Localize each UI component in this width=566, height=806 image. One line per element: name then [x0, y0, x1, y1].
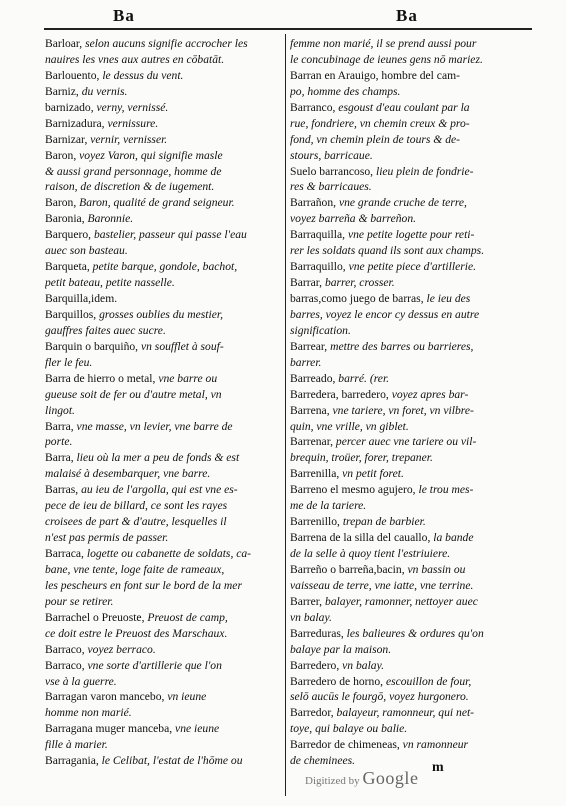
entry-definition: me de la tariere. [290, 499, 367, 513]
entry-headword: barras,como juego de barras, [290, 292, 427, 305]
text-line [45, 211, 281, 227]
text-line [45, 753, 281, 769]
entry-definition: gauffres faites auec sucre. [45, 323, 166, 337]
text-line [45, 116, 281, 132]
text-line [45, 737, 281, 753]
text-line [45, 259, 281, 275]
left-column [45, 36, 281, 769]
entry-headword: Barraca, [45, 547, 87, 560]
entry-definition: toye, qui balaye ou balie. [290, 722, 408, 736]
entry-definition: stours, barricaue. [290, 148, 373, 162]
entry-headword: Barraquilla, [290, 228, 348, 242]
entry-definition: vse à la guerre. [45, 674, 117, 688]
column-divider [285, 34, 286, 796]
text-line [45, 610, 281, 626]
entry-definition: balaye par la maison. [290, 642, 392, 656]
entry-definition: rer les soldats quand ils sont aux champs. [290, 244, 485, 258]
text-line [290, 498, 526, 514]
header-right: Ba [396, 6, 418, 25]
text-line [290, 84, 526, 100]
entry-headword: Barnizar, [45, 132, 91, 146]
entry-definition: homme non marié. [45, 706, 132, 720]
entry-definition: vernir, vernisser. [90, 132, 168, 146]
entry-definition: vn ramonneur [402, 738, 469, 752]
entry-headword: Barrear, [290, 339, 331, 353]
entry-headword: Barqueta, [45, 260, 93, 274]
text-line [290, 371, 526, 387]
entry-headword: Barredero, [290, 658, 343, 672]
entry-definition: vne ieune [175, 722, 220, 736]
text-line [290, 52, 526, 68]
text-line [290, 530, 526, 546]
text-line [290, 164, 526, 180]
entry-definition: vne petite piece d'artillerie. [348, 260, 476, 274]
text-line [45, 195, 281, 211]
entry-headword: Barragania, [45, 754, 102, 768]
entry-headword: Barrenilla, [290, 467, 343, 481]
text-line [45, 371, 281, 387]
entry-definition: Baron, qualité de grand seigneur. [79, 196, 235, 210]
text-line [45, 674, 281, 690]
entry-definition: malaisé à desembarquer, vne barre. [45, 467, 211, 481]
entry-headword: Barlouento, [45, 68, 103, 82]
text-line [290, 132, 526, 148]
entry-definition: barres, voyez le encor cy dessus en autre [290, 307, 480, 321]
text-line [290, 721, 526, 737]
entry-definition: la bande [433, 531, 474, 545]
entry-headword: Barrañon, [290, 196, 339, 210]
entry-headword: Barrenillo, [290, 515, 343, 529]
entry-headword: Barrachel o Preuoste, [45, 610, 148, 624]
text-line [45, 84, 281, 100]
text-line [290, 610, 526, 626]
entry-definition: voyez Varon, qui signifie masle [79, 148, 223, 162]
entry-headword: Barrenar, [290, 435, 336, 449]
text-line [45, 323, 281, 339]
text-line [45, 307, 281, 323]
entry-definition: petit bateau, petite nasselle. [45, 276, 175, 290]
text-line [45, 466, 281, 482]
entry-definition: lingot. [45, 403, 75, 417]
entry-definition: mettre des barres ou barrieres, [330, 339, 474, 353]
page-header [0, 2, 566, 24]
entry-definition: vne grande cruche de terre, [338, 196, 467, 210]
entry-definition: escouillon de four, [385, 674, 472, 688]
text-line [290, 514, 526, 530]
entry-definition: vne petite logette pour reti- [347, 228, 475, 242]
entry-definition: le dessus du vent. [102, 68, 184, 82]
entry-definition: lieu où la mer a peu de fonds & est [76, 451, 240, 465]
entry-definition: quin, vne vrille, vn giblet. [290, 419, 409, 433]
text-line [45, 387, 281, 403]
entry-definition: au ieu de l'argolla, qui est vne es- [81, 483, 238, 497]
entry-definition: lieu plein de fondrie- [375, 164, 474, 178]
text-line [290, 674, 526, 690]
entry-definition: res & barricaues. [290, 180, 372, 194]
text-line [290, 275, 526, 291]
text-line [290, 227, 526, 243]
text-line [290, 594, 526, 610]
entry-definition: vernissure. [107, 116, 159, 130]
entry-definition: barrer, crosser. [324, 276, 395, 290]
entry-definition: vn balay. [290, 610, 332, 624]
entry-headword: Barra de hierro o metal, [45, 371, 159, 385]
entry-definition: barrer. [290, 355, 322, 369]
text-line [45, 658, 281, 674]
entry-definition: balayeur, ramonneur, qui net- [336, 706, 475, 720]
entry-definition: trepan de barbier. [342, 515, 426, 529]
entry-definition: les pescheurs en font sur le bord de la mer [45, 578, 242, 592]
text-line [290, 466, 526, 482]
entry-headword: Baron, [45, 196, 80, 210]
text-line [45, 482, 281, 498]
text-line [290, 434, 526, 450]
entry-definition: po, homme des champs. [290, 84, 401, 98]
entry-headword: Barreño o barreña,bacin, [290, 562, 408, 576]
text-line [45, 498, 281, 514]
entry-headword: Barquin o barquiño, [45, 339, 141, 353]
entry-definition: brequin, troüer, forer, trepaner. [290, 451, 433, 465]
text-line [45, 36, 281, 52]
entry-definition: voyez apres bar- [391, 387, 469, 401]
entry-headword: Baron, [45, 148, 80, 162]
text-line [45, 689, 281, 705]
entry-headword: Barran en Arauigo, hombre del cam- [290, 68, 460, 82]
header-left: Ba [113, 6, 135, 25]
text-line [290, 355, 526, 371]
text-line [290, 387, 526, 403]
text-line [45, 594, 281, 610]
entry-headword: Barrena, [290, 403, 333, 417]
entry-headword: Barraquillo, [290, 260, 349, 274]
text-line [290, 291, 526, 307]
entry-headword: Barra, [45, 451, 77, 465]
text-line [45, 530, 281, 546]
header-rule [44, 28, 532, 30]
entry-definition: vn soufflet à souf- [140, 339, 224, 353]
entry-headword: Barquilla,idem. [45, 292, 118, 305]
entry-definition: logette ou cabanette de soldats, ca- [86, 547, 252, 560]
text-line [290, 195, 526, 211]
entry-definition: le trou mes- [418, 483, 474, 497]
text-line [290, 562, 526, 578]
entry-definition: pour se retirer. [45, 594, 114, 608]
text-line [290, 259, 526, 275]
text-line [290, 116, 526, 132]
entry-headword: Barredera, barredero, [290, 387, 392, 401]
entry-headword: Barquillos, [45, 307, 100, 321]
entry-definition: petite barque, gondole, bachot, [92, 260, 238, 274]
entry-definition: signification. [290, 323, 351, 337]
entry-definition: bane, vne tente, loge faite de rameaux, [45, 562, 225, 576]
entry-definition: vn ieune [167, 690, 207, 704]
entry-definition: fille à marier. [45, 738, 108, 752]
entry-definition: esgoust d'eau coulant par la [338, 100, 470, 114]
entry-headword: Barredero de horno, [290, 674, 386, 688]
text-line [45, 642, 281, 658]
entry-definition: & aussi grand personnage, homme de [45, 164, 222, 178]
entry-headword: Barrar, [290, 276, 325, 290]
entry-headword: barnizado, [45, 100, 97, 114]
text-line [290, 689, 526, 705]
entry-definition: du vernis. [81, 84, 128, 98]
entry-headword: Barrena de la silla del cauallo, [290, 531, 434, 545]
entry-headword: Barloar, [45, 37, 86, 50]
text-line [45, 419, 281, 435]
entry-headword: Barranco, [290, 100, 339, 114]
entry-definition: bastelier, passeur qui passe l'eau [93, 228, 247, 242]
text-line [45, 291, 281, 307]
entry-headword: Barniz, [45, 84, 82, 98]
entry-headword: Barraco, [45, 658, 88, 672]
entry-definition: barré. (rer. [338, 371, 390, 385]
entry-definition: le concubinage de ieunes gens nō mariez. [290, 52, 483, 66]
text-line [45, 450, 281, 466]
text-line [45, 578, 281, 594]
text-line [290, 482, 526, 498]
text-line [45, 721, 281, 737]
text-line [290, 419, 526, 435]
text-line [45, 52, 281, 68]
entry-definition: fond, vn chemin plein de tours & de- [290, 132, 461, 146]
entry-definition: raison, de discretion & de iugement. [45, 180, 215, 194]
text-line [290, 211, 526, 227]
entry-headword: Barragana muger manceba, [45, 722, 176, 736]
right-column [290, 36, 526, 769]
entry-headword: Barreno el mesmo agujero, [290, 483, 419, 497]
entry-definition: selō aucūs le fourgō, voyez hurgonero. [290, 690, 469, 704]
entry-definition: vn petit foret. [342, 467, 404, 481]
entry-definition: croisees de part & d'autre, lesquelles il [45, 515, 227, 529]
entry-headword: Barredor de chimeneas, [290, 738, 403, 752]
text-line [45, 546, 281, 562]
entry-definition: rue, fondriere, vn chemin creux & pro- [290, 116, 470, 130]
text-line [290, 323, 526, 339]
text-line [45, 626, 281, 642]
entry-definition: voyez barreña & barreñon. [290, 212, 417, 226]
entry-definition: auec son basteau. [45, 244, 128, 258]
text-line [290, 626, 526, 642]
text-line [45, 339, 281, 355]
entry-definition: verny, vernissé. [96, 100, 169, 114]
text-line [45, 705, 281, 721]
signature-mark: m [432, 760, 444, 775]
entry-definition: percer auec vne tariere ou vil- [335, 435, 477, 449]
text-line [45, 562, 281, 578]
text-line [45, 179, 281, 195]
entry-definition: ce doit estre le Preuost des Marschaux. [45, 626, 228, 640]
entry-definition: vne barre ou [158, 371, 218, 385]
entry-headword: Baronia, [45, 212, 88, 226]
text-line [45, 227, 281, 243]
entry-definition: vne tariere, vn foret, vn vilbre- [332, 403, 474, 417]
entry-definition: gueuse soit de fer ou d'autre metal, vn [45, 387, 222, 401]
entry-headword: Barquero, [45, 228, 94, 242]
text-line [290, 737, 526, 753]
entry-headword: Barredor, [290, 706, 337, 720]
text-line [45, 68, 281, 84]
entry-headword: Barraco, [45, 642, 88, 656]
text-line [45, 514, 281, 530]
entry-definition: Baronnie. [87, 212, 134, 226]
entry-definition: balayer, ramonner, nettoyer auec [324, 594, 478, 608]
text-line [290, 403, 526, 419]
text-line [290, 578, 526, 594]
entry-headword: Barrer, [290, 594, 325, 608]
text-line [45, 164, 281, 180]
text-line [290, 243, 526, 259]
entry-definition: nauires les vnes aux autres en cōbatāt. [45, 52, 225, 66]
digitized-watermark [305, 768, 418, 789]
entry-definition: les balieures & ordures qu'on [346, 626, 484, 640]
entry-definition: vn bassin ou [407, 562, 466, 576]
text-line [290, 148, 526, 164]
entry-headword: Barras, [45, 483, 82, 497]
text-line [290, 658, 526, 674]
entry-definition: vaisseau de terre, vne iatte, vne terrine. [290, 578, 474, 592]
entry-definition: fler le feu. [45, 355, 93, 369]
entry-definition: vn balay. [342, 658, 385, 672]
watermark-brand: Google [362, 768, 419, 788]
entry-definition: de cheminees. [290, 754, 356, 768]
text-line [45, 434, 281, 450]
text-line [290, 450, 526, 466]
text-line [290, 753, 526, 769]
entry-headword: Barragan varon mancebo, [45, 690, 168, 704]
entry-definition: selon aucuns signifie accrocher les [85, 37, 248, 50]
text-line [290, 68, 526, 84]
entry-definition: le ieu des [426, 292, 471, 305]
text-line [45, 243, 281, 259]
entry-definition: n'est pas permis de passer. [45, 531, 169, 545]
text-line [45, 132, 281, 148]
entry-headword: Suelo barrancoso, [290, 164, 376, 178]
text-line [290, 307, 526, 323]
entry-definition: Preuost de camp, [147, 610, 228, 624]
entry-headword: Barra, [45, 419, 77, 433]
text-line [290, 546, 526, 562]
entry-headword: Barreduras, [290, 626, 347, 640]
text-line [290, 100, 526, 116]
text-line [290, 339, 526, 355]
text-line [290, 179, 526, 195]
text-line [290, 36, 526, 52]
entry-definition: vne masse, vn levier, vne barre de [76, 419, 233, 433]
entry-definition: grosses oublies du mestier, [99, 307, 223, 321]
entry-definition: vne sorte d'artillerie que l'on [87, 658, 222, 672]
text-line [290, 705, 526, 721]
entry-definition: femme non marié, il se prend aussi pour [290, 37, 477, 50]
entry-definition: pece de ieu de billard, ce sont les rayes [45, 499, 228, 513]
entry-definition: de la selle à quoy tient l'estriuiere. [290, 547, 451, 560]
watermark-prefix: Digitized by [305, 775, 360, 787]
entry-definition: le Celibat, l'estat de l'hōme ou [101, 754, 243, 768]
text-line [45, 275, 281, 291]
text-line [45, 403, 281, 419]
text-line [45, 148, 281, 164]
text-line [45, 100, 281, 116]
entry-definition: porte. [45, 435, 73, 449]
entry-definition: voyez berraco. [87, 642, 156, 656]
text-line [45, 355, 281, 371]
text-line [290, 642, 526, 658]
entry-headword: Barnizadura, [45, 116, 108, 130]
entry-headword: Barreado, [290, 371, 339, 385]
